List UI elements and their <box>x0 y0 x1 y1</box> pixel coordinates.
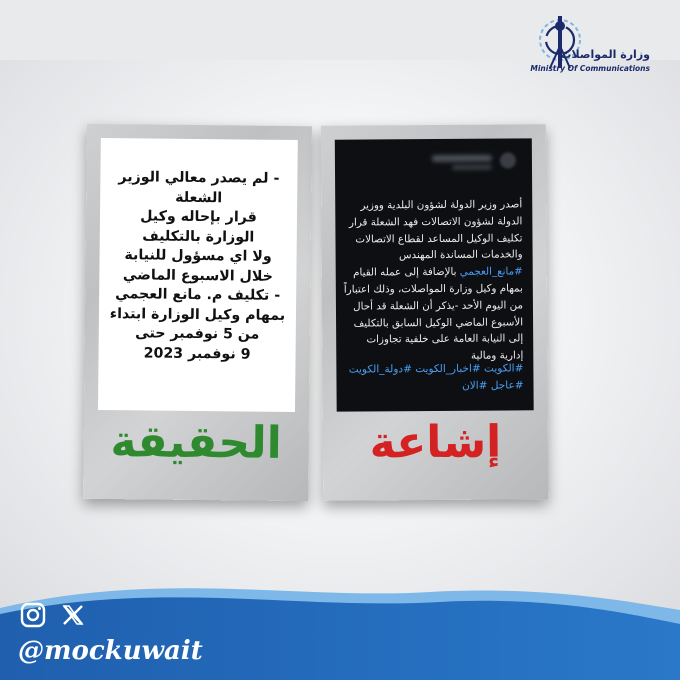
footer <box>0 570 680 680</box>
x-icon[interactable] <box>58 600 88 630</box>
hashtag-link: #مانع_العجمي <box>459 265 523 279</box>
avatar <box>500 152 516 168</box>
blurred-handle <box>452 165 492 170</box>
social-handle[interactable]: @mockuwait <box>18 636 203 666</box>
tweet-body <box>341 196 523 365</box>
blurred-username <box>432 155 492 162</box>
ministry-logo <box>484 8 654 78</box>
rumor-title: إشاعة <box>369 416 502 469</box>
rumor-frame <box>321 124 549 501</box>
ministry-name-arabic: وزارة المواصلات <box>560 48 650 61</box>
fact-title: الحقيقة <box>110 416 283 469</box>
instagram-icon[interactable] <box>18 600 48 630</box>
tweet-header-blurred <box>335 138 532 189</box>
fact-card <box>98 138 298 412</box>
social-icons <box>18 600 88 630</box>
tweet-body-part1: أصدر وزير الدولة لشؤون البلدية ووزير الدولة لشؤون الاتصالات فهد الشعلة قرار تكليف الوكيل المساعد لقطاع الاتصالات والخدمات المساندة المهندس <box>348 198 523 262</box>
tweet-hashtags: #الكويت #اخبار_الكويت #دولة_الكويت #عاجل #الان <box>348 362 524 392</box>
tweet-screenshot <box>335 138 534 411</box>
tweet-body-part2: بالإضافة إلى عمله القيام بمهام وكيل وزارة المواصلات، وذلك اعتباراً من اليوم الأحد -يذكر أن الشعلة قد أحال الأسبوع الماضي الوكيل السابق بالتكليف إلى النيابة العامة على خلفية تجاوزات إدارية ومالية <box>343 266 524 362</box>
fact-frame <box>83 124 312 501</box>
ministry-name-english: Ministry Of Communications <box>530 64 650 73</box>
fact-text: - لم يصدر معالي الوزير الشعلة قرار بإحاله وكيل الوزارة بالتكليف ولا اي مسؤول للنيابة خلال الاسبوع الماضي - تكليف م. مانع العجمي بمهام وكيل الوزارة ابتداء من 5 نوفمبر حتى 9 نوفمبر 2023 <box>109 169 286 363</box>
tower-icon <box>536 10 584 70</box>
